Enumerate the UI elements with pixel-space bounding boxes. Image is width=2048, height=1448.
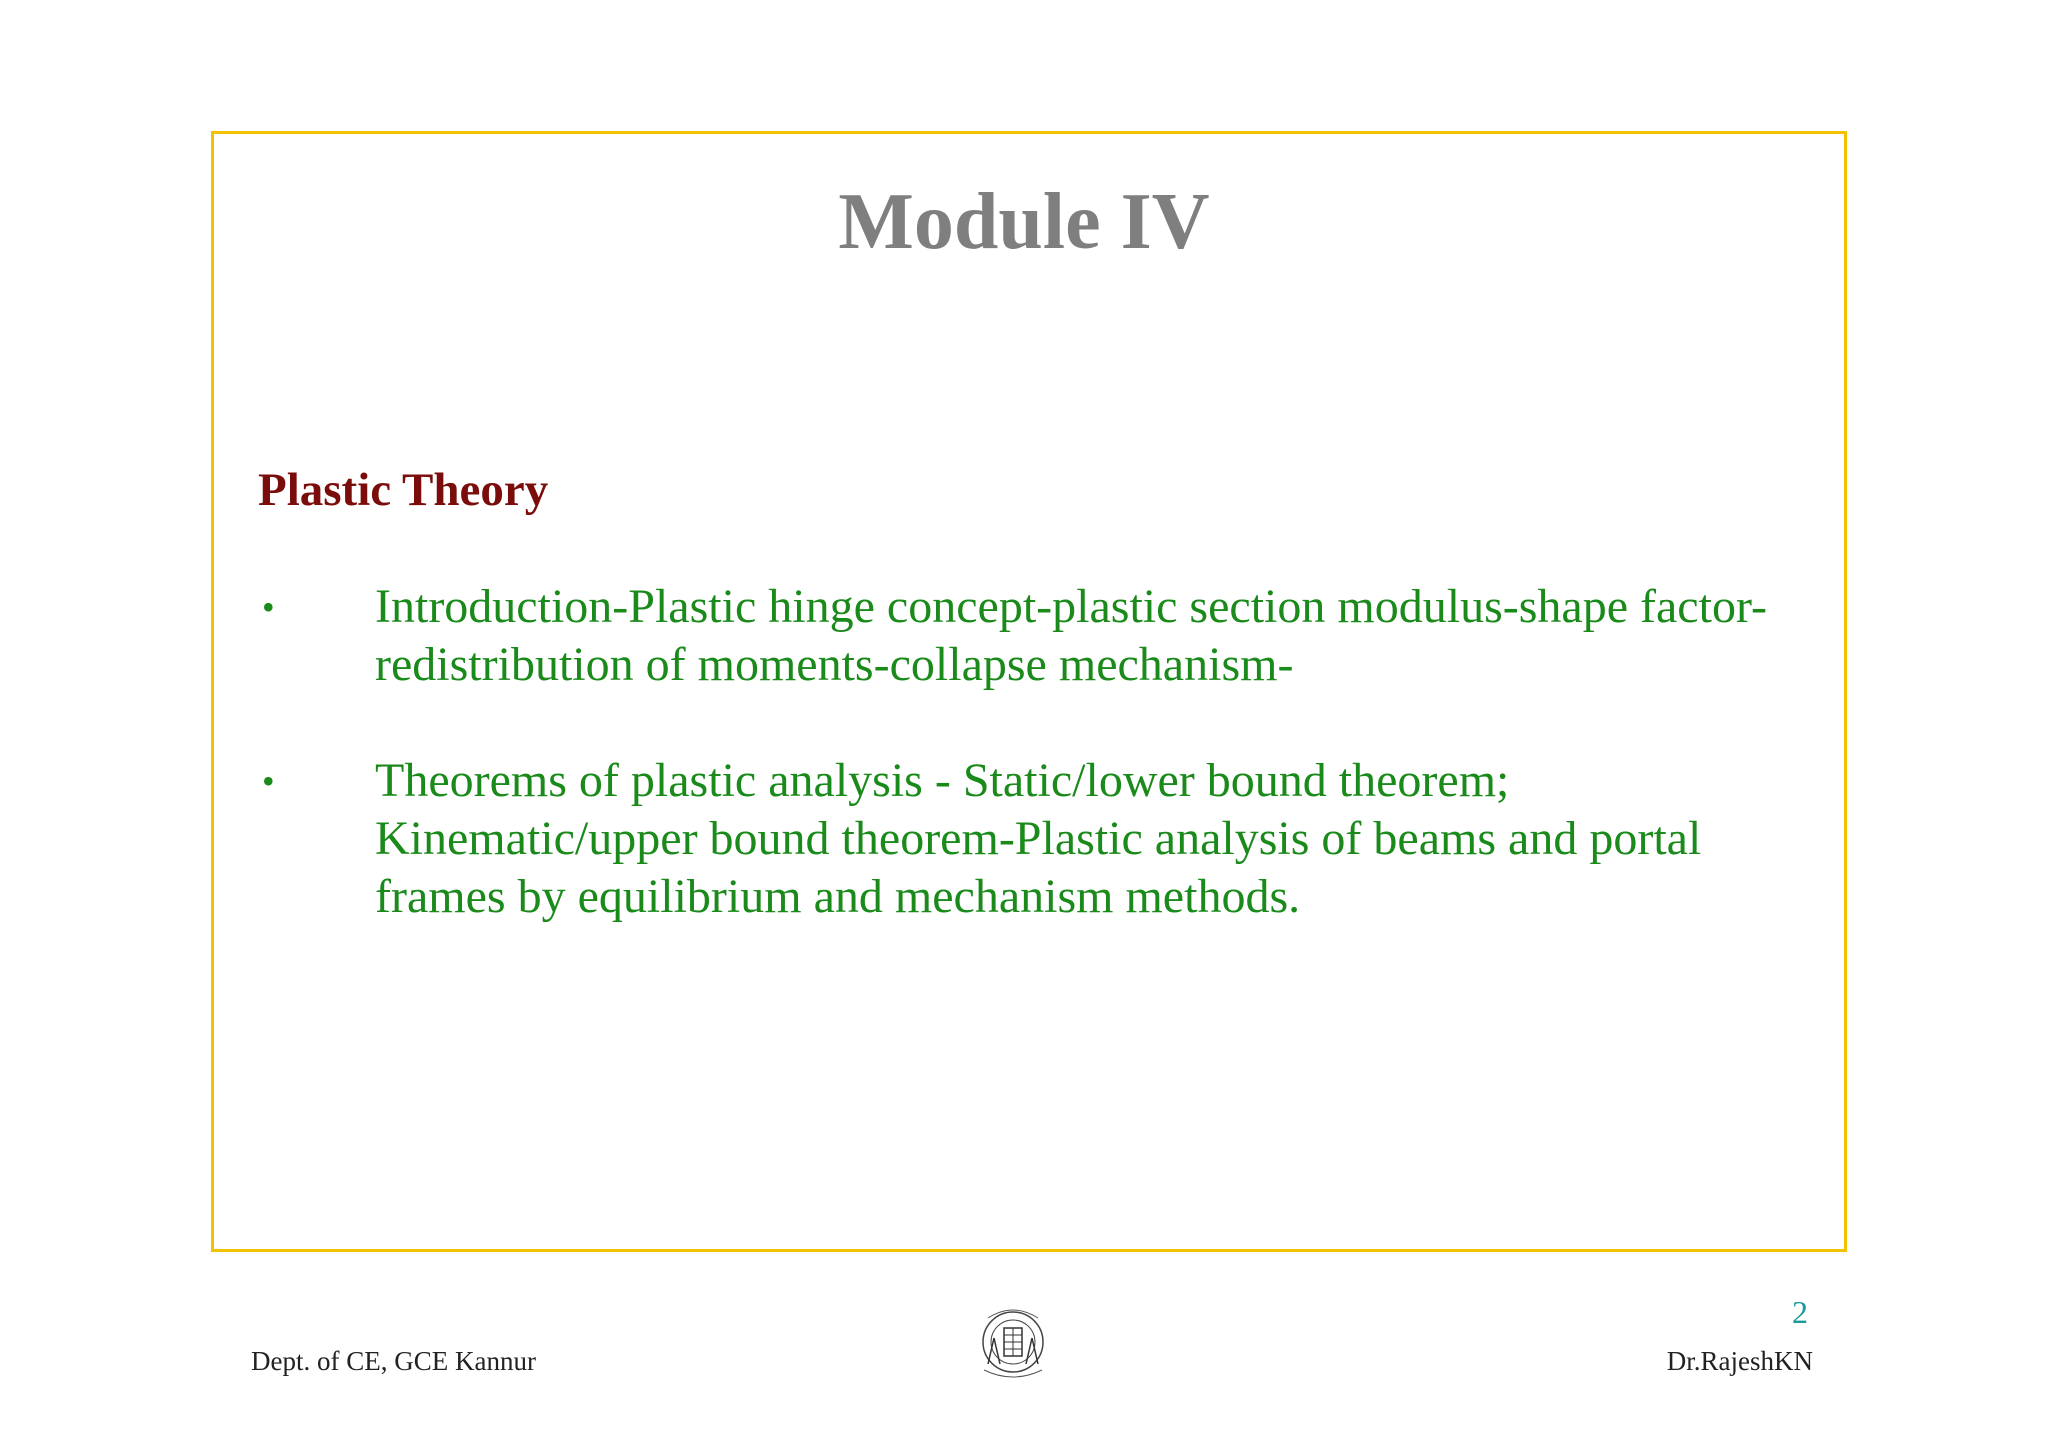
bullet-list xyxy=(258,578,1818,984)
bullet-icon: • xyxy=(262,587,275,627)
bullet-icon: • xyxy=(262,761,275,801)
section-heading: Plastic Theory xyxy=(258,464,549,516)
list-item xyxy=(258,752,1818,926)
footer-author: Dr.RajeshKN xyxy=(1666,1346,1813,1376)
slide-title: Module IV xyxy=(838,178,1210,266)
footer-department: Dept. of CE, GCE Kannur xyxy=(251,1346,536,1376)
list-item xyxy=(258,578,1818,694)
bullet-text: Introduction-Plastic hinge concept-plastic section modulus-shape factor-redistribution of moments-collapse mechanism- xyxy=(375,580,1767,691)
page-number: 2 xyxy=(1792,1294,1808,1330)
bullet-text: Theorems of plastic analysis - Static/lower bound theorem; Kinematic/upper bound theorem-Plastic analysis of beams and portal frames by equilibrium and mechanism methods. xyxy=(375,754,1702,923)
college-seal-icon xyxy=(976,1304,1050,1382)
